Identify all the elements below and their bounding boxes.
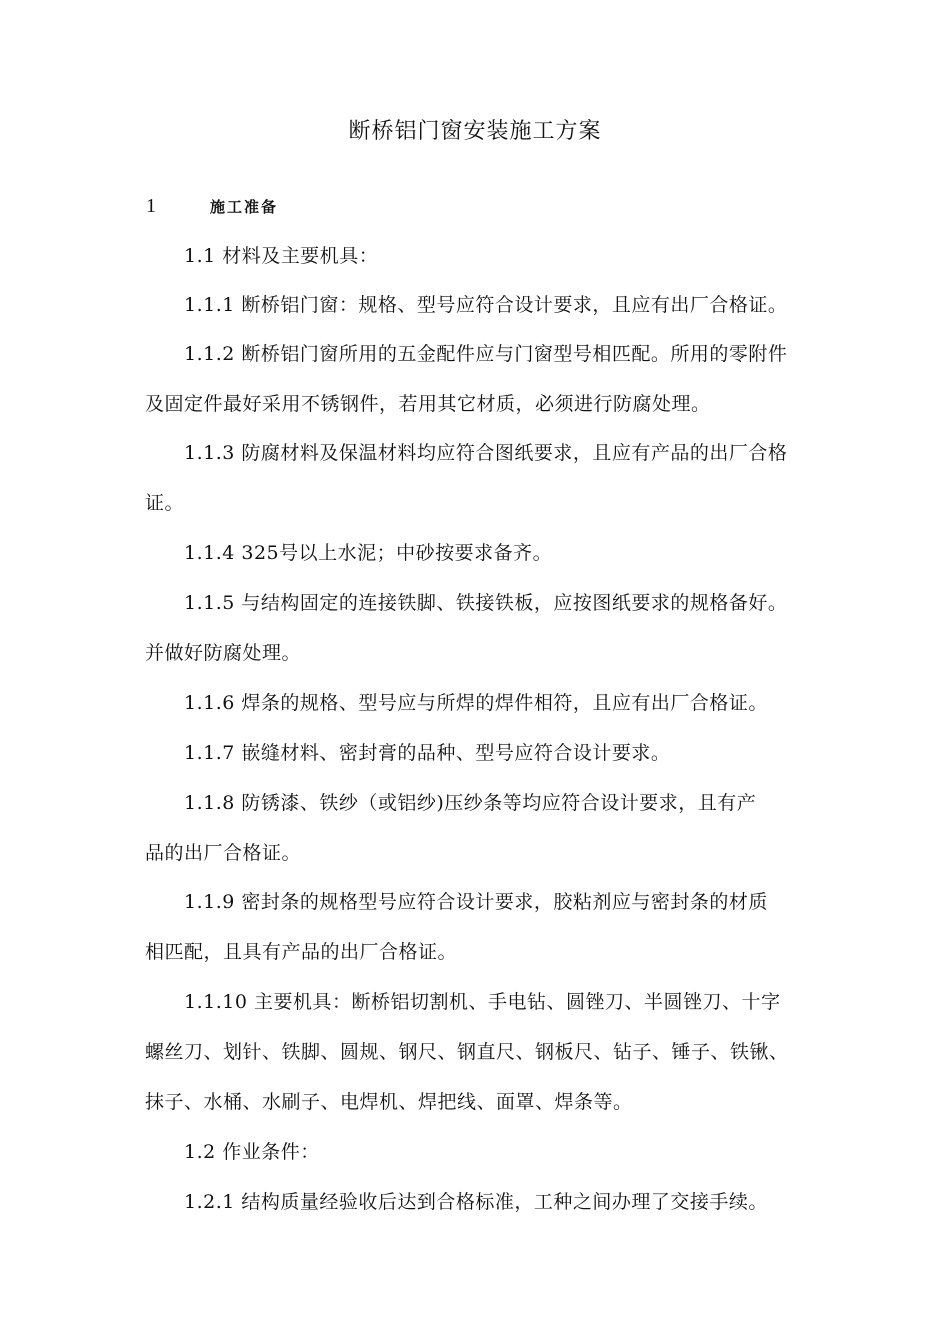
text-line-1-1-10-cont-1: 螺丝刀、划针、铁脚、圆规、钢尺、钢直尺、钢板尺、钻子、锤子、铁锹、 bbox=[145, 1041, 789, 1063]
text-line-1-2-1: 1.2.1 结构质量经验收后达到合格标准，工种之间办理了交接手续。 bbox=[184, 1191, 768, 1213]
text-line-1-1-10-cont-2: 抹子、水桶、水刷子、电焊机、焊把线、面罩、焊条等。 bbox=[145, 1091, 633, 1113]
section-number: 1 bbox=[146, 195, 156, 217]
text-line-1-1-4: 1.1.4 325号以上水泥；中砂按要求备齐。 bbox=[184, 542, 553, 564]
text-line-1-1-3-cont: 证。 bbox=[145, 492, 185, 514]
text-line-1-1-3: 1.1.3 防腐材料及保温材料均应符合图纸要求，且应有产品的出厂合格 bbox=[184, 442, 788, 464]
text-line-1-1-10: 1.1.10 主要机具：断桥铝切割机、手电钻、圆锉刀、半圆锉刀、十字 bbox=[184, 991, 781, 1013]
document-title: 断桥铝门窗安装施工方案 bbox=[348, 119, 602, 144]
section-heading bbox=[146, 192, 278, 221]
section-heading-text: 施工准备 bbox=[210, 198, 279, 216]
text-line-1-1-2: 1.1.2 断桥铝门窗所用的五金配件应与门窗型号相匹配。所用的零附件 bbox=[184, 343, 788, 365]
text-line-1-1-6: 1.1.6 焊条的规格、型号应与所焊的焊件相符，且应有出厂合格证。 bbox=[184, 692, 768, 714]
text-line-1-1: 1.1 材料及主要机具： bbox=[184, 245, 379, 267]
text-line-1-1-8-cont: 品的出厂合格证。 bbox=[145, 842, 302, 864]
text-line-1-1-7: 1.1.7 嵌缝材料、密封膏的品种、型号应符合设计要求。 bbox=[184, 742, 671, 764]
text-line-1-2: 1.2 作业条件： bbox=[184, 1141, 320, 1163]
text-line-1-1-8: 1.1.8 防锈漆、铁纱（或铝纱)压纱条等均应符合设计要求，且有产 bbox=[184, 792, 757, 814]
text-line-1-1-1: 1.1.1 断桥铝门窗：规格、型号应符合设计要求，且应有出厂合格证。 bbox=[184, 294, 788, 316]
text-line-1-1-9: 1.1.9 密封条的规格型号应符合设计要求，胶粘剂应与密封条的材质 bbox=[184, 891, 768, 913]
text-line-1-1-2-cont: 及固定件最好采用不锈钢件，若用其它材质，必须进行防腐处理。 bbox=[145, 393, 711, 415]
text-line-1-1-5-cont: 并做好防腐处理。 bbox=[145, 642, 302, 664]
text-line-1-1-5: 1.1.5 与结构固定的连接铁脚、铁接铁板，应按图纸要求的规格备好。 bbox=[184, 592, 788, 614]
text-line-1-1-9-cont: 相匹配，且具有产品的出厂合格证。 bbox=[145, 941, 458, 963]
